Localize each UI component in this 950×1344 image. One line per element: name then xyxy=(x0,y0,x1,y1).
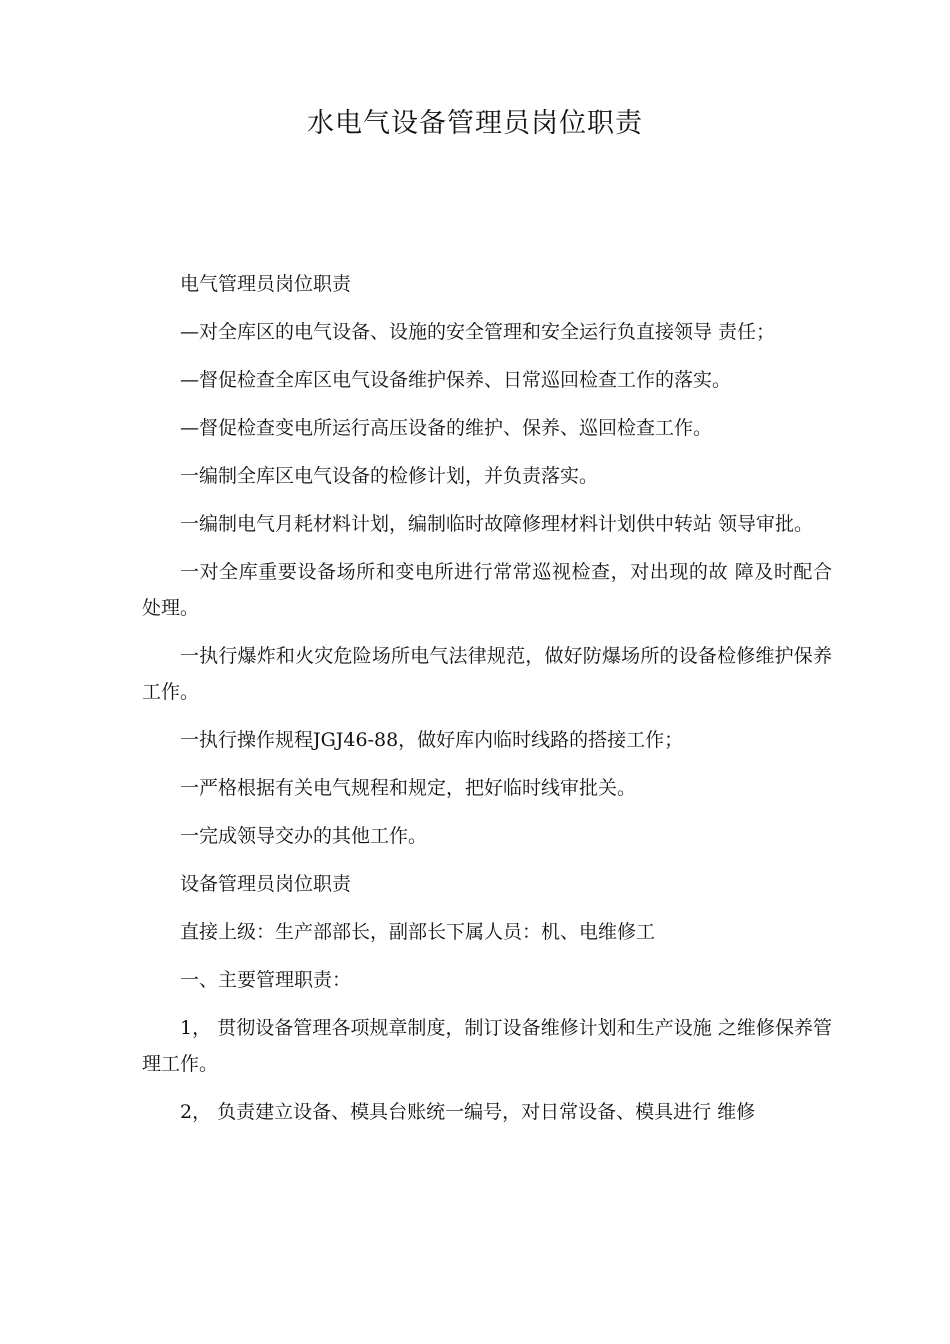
duty-paragraph: 一编制电气月耗材料计划，编制临时故障修理材料计划供中转站 领导审批。 xyxy=(180,513,814,535)
subsection-heading: 一、主要管理职责： xyxy=(180,969,352,991)
duty-paragraph: —对全库区的电气设备、设施的安全管理和安全运行负直接领导 责任； xyxy=(180,321,776,343)
duty-paragraph: 一执行爆炸和火灾危险场所电气法律规范，做好防爆场所的设备检修维护保养工作。 xyxy=(142,645,832,703)
numbered-duty: 1， 贯彻设备管理各项规章制度，制订设备维修计划和生产设施 之维修保养管理工作。 xyxy=(142,1017,832,1075)
document-title: 水电气设备管理员岗位职责 xyxy=(307,108,643,139)
duty-paragraph: —督促检查变电所运行高压设备的维护、保养、巡回检查工作。 xyxy=(180,417,713,439)
duty-paragraph: 一编制全库区电气设备的检修计划，并负责落实。 xyxy=(180,465,599,487)
duty-paragraph: —督促检查全库区电气设备维护保养、日常巡回检查工作的落实。 xyxy=(180,369,732,391)
reporting-line: 直接上级：生产部部长，副部长下属人员：机、电维修工 xyxy=(180,921,656,943)
section-heading-equipment: 设备管理员岗位职责 xyxy=(180,873,352,895)
section-heading-electrical: 电气管理员岗位职责 xyxy=(180,273,352,295)
duty-paragraph: 一严格根据有关电气规程和规定，把好临时线审批关。 xyxy=(180,777,637,799)
numbered-duty: 2， 负责建立设备、模具台账统一编号，对日常设备、模具进行 维修 xyxy=(180,1101,756,1123)
duty-paragraph: 一完成领导交办的其他工作。 xyxy=(180,825,428,847)
document-body xyxy=(142,266,832,1142)
duty-paragraph: 一执行操作规程JGJ46-88，做好库内临时线路的搭接工作； xyxy=(180,729,684,751)
duty-paragraph: 一对全库重要设备场所和变电所进行常常巡视检查，对出现的故 障及时配合处理。 xyxy=(142,561,832,619)
